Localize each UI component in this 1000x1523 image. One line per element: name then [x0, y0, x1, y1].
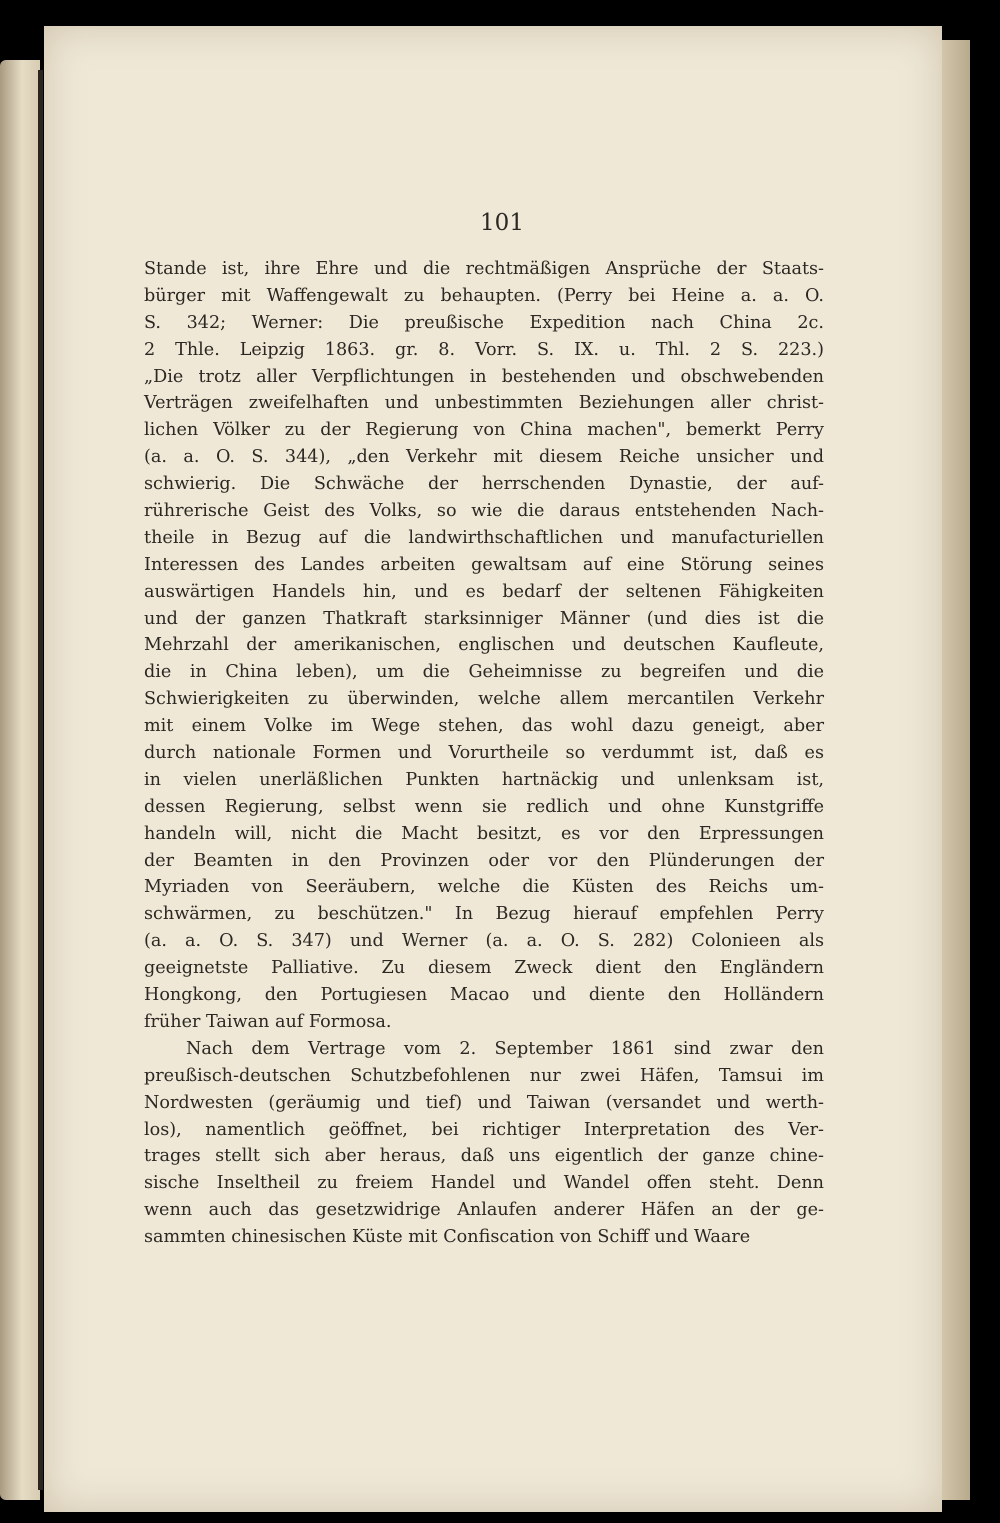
text-line: Nach dem Vertrage vom 2. September 1861 sind zwar den	[186, 1038, 824, 1059]
text-line: 2 Thle. Leipzig 1863. gr. 8. Vorr. S. IX. u. Thl. 2 S. 223.)	[144, 339, 824, 360]
text-line: (a. a. O. S. 344), „den Verkehr mit diesem Reiche unsicher und	[144, 447, 824, 468]
text-line: und der ganzen Thatkraft starksinniger Männer (und dies ist die	[144, 608, 824, 629]
text-line: Myriaden von Seeräubern, welche die Küsten des Reichs um-	[144, 877, 824, 898]
text-line: bürger mit Waffengewalt zu behaupten. (Perry bei Heine a. a. O.	[144, 285, 824, 306]
text-line: der Beamten in den Provinzen oder vor den Plünderungen der	[144, 850, 824, 871]
text-line: trages stellt sich aber heraus, daß uns eigentlich der ganze chine-	[144, 1146, 824, 1167]
text-line: Hongkong, den Portugiesen Macao und diente den Holländern	[144, 985, 824, 1006]
text-line: Interessen des Landes arbeiten gewaltsam auf eine Störung seines	[144, 554, 824, 575]
facing-page-edge	[0, 60, 40, 1500]
text-line: Stande ist, ihre Ehre und die rechtmäßigen Ansprüche der Staats-	[144, 259, 824, 279]
text-line: S. 342; Werner: Die preußische Expedition nach China 2c.	[144, 312, 824, 333]
text-line: preußisch-deutschen Schutzbefohlenen nur zwei Häfen, Tamsui im	[144, 1065, 824, 1086]
text-line: geeignetste Palliative. Zu diesem Zweck dient den Engländern	[144, 958, 824, 979]
page-number: 101	[480, 210, 524, 236]
text-line: sische Inseltheil zu freiem Handel und Wandel offen steht. Denn	[144, 1173, 824, 1194]
text-line: früher Taiwan auf Formosa.	[144, 1011, 392, 1032]
text-line: Mehrzahl der amerikanischen, englischen und deutschen Kaufleute,	[144, 635, 824, 656]
text-line: sammten chinesischen Küste mit Confiscation von Schiff und Waare	[144, 1227, 751, 1248]
page-stack-edge	[942, 40, 970, 1500]
text-line: lichen Völker zu der Regierung von China machen", bemerkt Perry	[144, 420, 824, 441]
body-text	[144, 256, 824, 1251]
text-line: auswärtigen Handels hin, und es bedarf der seltenen Fähigkeiten	[144, 581, 824, 602]
text-line: dessen Regierung, selbst wenn sie redlich und ohne Kunstgriffe	[144, 796, 824, 817]
text-line: Verträgen zweifelhaften und unbestimmten Beziehungen aller christ-	[144, 393, 824, 414]
text-line: theile in Bezug auf die landwirthschaftlichen und manufacturiellen	[144, 527, 824, 548]
text-line: wenn auch das gesetzwidrige Anlaufen anderer Häfen an der ge-	[144, 1200, 824, 1221]
text-line: „Die trotz aller Verpflichtungen in bestehenden und obschwebenden	[144, 366, 824, 387]
text-line: Schwierigkeiten zu überwinden, welche allem mercantilen Verkehr	[144, 689, 824, 710]
text-line: durch nationale Formen und Vorurtheile so verdummt ist, daß es	[144, 743, 824, 764]
text-line: los), namentlich geöffnet, bei richtiger Interpretation des Ver-	[144, 1119, 824, 1140]
text-line: schwärmen, zu beschützen." In Bezug hierauf empfehlen Perry	[144, 904, 824, 925]
text-line: Nordwesten (geräumig und tief) und Taiwan (versandet und werth-	[144, 1092, 824, 1113]
text-line: (a. a. O. S. 347) und Werner (a. a. O. S. 282) Colonieen als	[144, 931, 824, 952]
text-line: in vielen unerläßlichen Punkten hartnäckig und unlenksam ist,	[144, 769, 824, 790]
text-line: handeln will, nicht die Macht besitzt, es vor den Erpressungen	[144, 823, 824, 844]
text-line: schwierig. Die Schwäche der herrschenden Dynastie, der auf-	[144, 474, 824, 495]
page-sheet	[44, 26, 942, 1512]
text-line: mit einem Volke im Wege stehen, das wohl dazu geneigt, aber	[144, 716, 824, 737]
book-gutter	[38, 70, 43, 1490]
text-line: die in China leben), um die Geheimnisse zu begreifen und die	[144, 662, 824, 683]
text-line: rührerische Geist des Volks, so wie die daraus entstehenden Nach-	[144, 501, 824, 522]
